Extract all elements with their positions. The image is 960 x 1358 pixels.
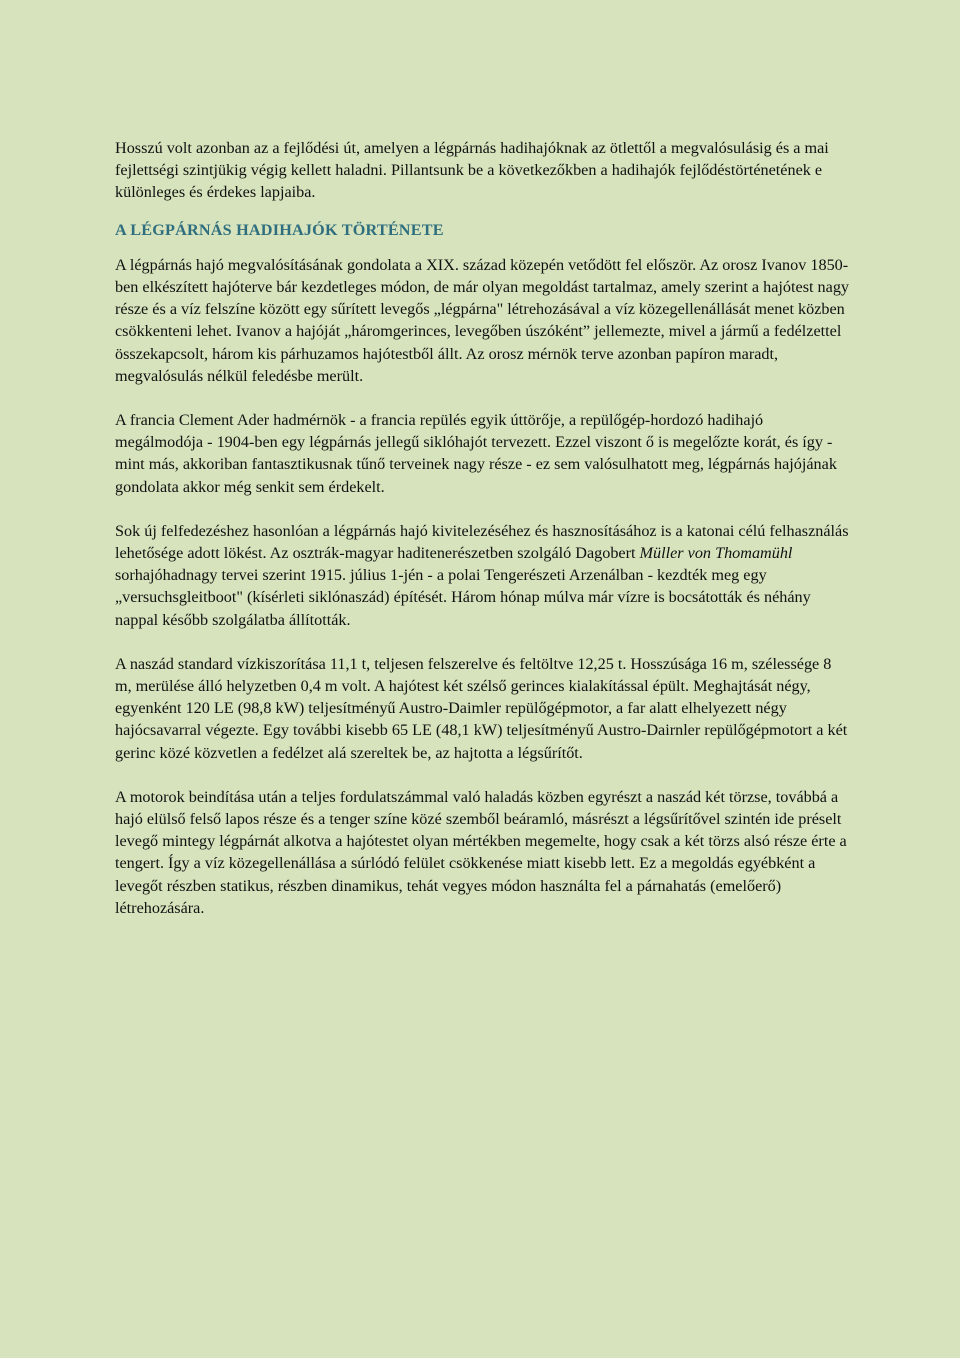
paragraph-ader: A francia Clement Ader hadmérnök - a francia repülés egyik úttörője, a repülőgép-hordozó hadihajó megálmodója - 1904-ben egy légpárnás jellegű siklóhajót tervezett. Ezzel viszont ő is megelőzte korát, és így - mint más, akkoriban fantasztikusnak tűnő terveinek nagy része - ez sem valósulhatott meg, légpárnás hajójának gondolata akkor még senkit sem érdekelt.: [115, 411, 837, 496]
paragraph-operation: A motorok beindítása után a teljes fordulatszámmal való haladás közben egyrészt a naszád két törzse, továbbá a hajó elülső felső lapos része és a tenger színe közé szemből beáramló, másrészt a légsűrítővel szintén ide préselt levegő mintegy légpárnát alkotva a hajótestet olyan mértékben megemelte, hogy csak a két törzs alsó része érte a tengert. Így a víz közegellenállása a súrlódó felület csökkenése miatt kisebb lett. Ez a megoldás egyébként a levegőt részben statikus, részben dinamikus, tehát vegyes módon használta fel a párnahatás (emelőerő) létrehozására.: [115, 787, 847, 917]
paragraph-muller-text-start: Sok új felfedezéshez hasonlóan a légpárnás hajó kivitelezéséhez és hasznosításához is a katonai célú felhasználás lehetősége adott lökést. Az osztrák-magyar haditenerészetben szolgáló Dagobert: [115, 521, 849, 563]
paragraph-muller-text-end: sorhajóhadnagy tervei szerint 1915. július 1-jén - a polai Tengerészeti Arzenálban - kezdték meg egy „versuchsgleitboot" (kísérleti siklónaszád) építését. Három hónap múlva már vízre is bocsátották és néhány nappal később szolgálatba állították.: [115, 566, 811, 629]
document-body: [115, 137, 850, 919]
intro-paragraph: Hosszú volt azonban az a fejlődési út, amelyen a légpárnás hadihajóknak az ötlettől a megvalósulásig és a mai fejlettségi szintjükig végig kellett haladni. Pillantsunk be a következőkben a hadihajók fejlődéstörténetének e különleges és érdekes lapjaiba.: [115, 139, 829, 202]
paragraph-muller: [115, 520, 850, 631]
paragraph-muller-name: Müller von Thomamühl: [639, 544, 793, 563]
paragraph-specifications: A naszád standard vízkiszorítása 11,1 t, teljesen felszerelve és feltöltve 12,25 t. Hosszúsága 16 m, szélessége 8 m, merülése álló helyzetben 0,4 m volt. A hajótest két szélső gerinces kialakítással épült. Meghajtását négy, egyenként 120 LE (98,8 kW) teljesítményű Austro-Daimler repülőgépmotor, a far alatt elhelyezett négy hajócsavarral végezte. Egy további kisebb 65 LE (48,1 kW) teljesítményű Austro-Dairnler repülőgépmotort a két gerinc közé közvetlen a fedélzet alá szereltek be, az hajtotta a légsűrítőt.: [115, 654, 848, 762]
section-heading: A LÉGPÁRNÁS HADIHAJÓK TÖRTÉNETE: [115, 220, 444, 239]
paragraph-ivanov: A légpárnás hajó megvalósításának gondolata a XIX. század közepén vetődött fel először. Az orosz Ivanov 1850-ben elkészített hajóterve bár kezdetleges módon, de már olyan megoldást tartalmaz, amely szerint a hajótest nagy része és a víz felszíne között egy sűrített levegős „légpárna" létrehozásával a víz közegellenállását menet közben csökkenteni lehet. Ivanov a hajóját „háromgerinces, levegőben úszóként” jellemezte, mivel a jármű a fedélzettel összekapcsolt, három kis párhuzamos hajótestből állt. Az orosz mérnök terve azonban papíron maradt, megvalósulás nélkül feledésbe merült.: [115, 255, 850, 385]
